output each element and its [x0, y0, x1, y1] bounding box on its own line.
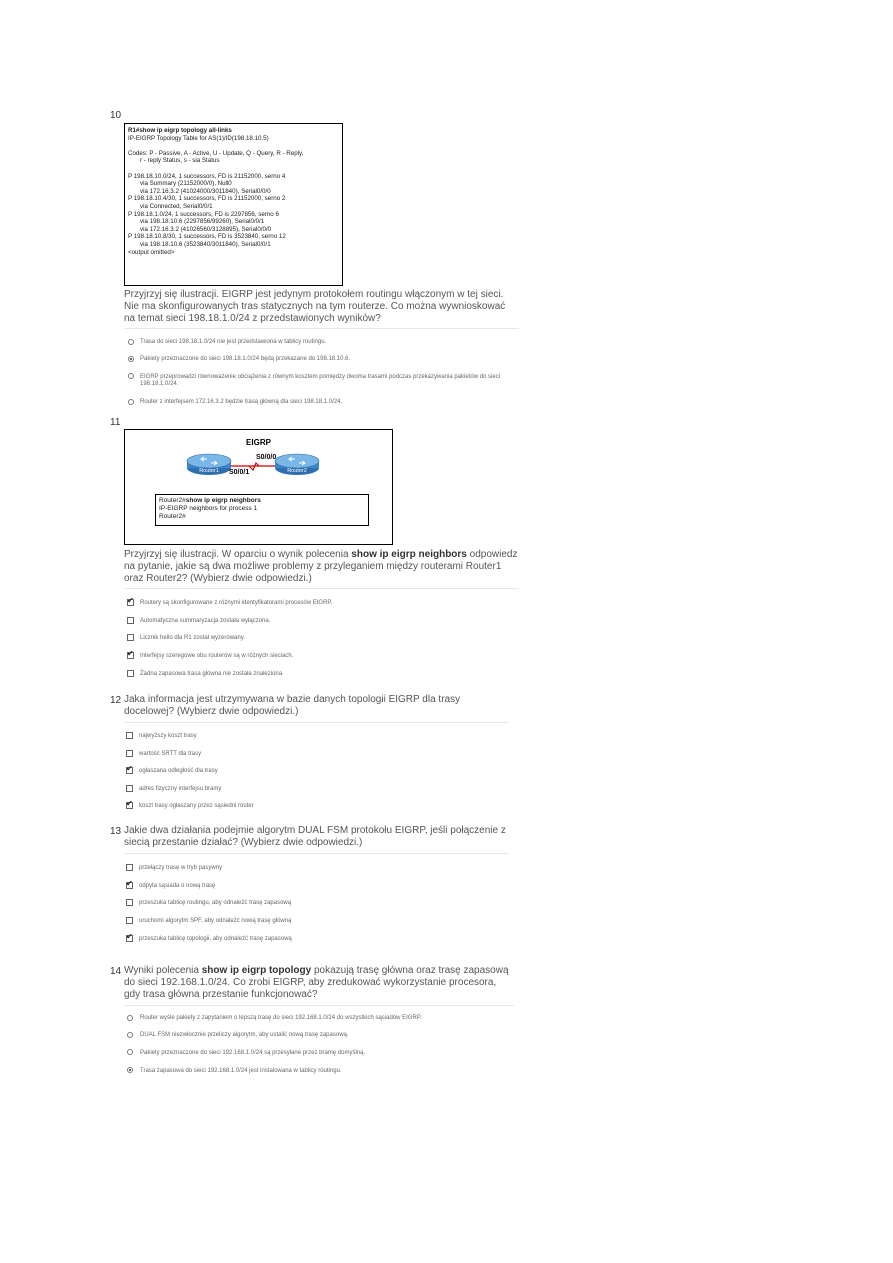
answer-label[interactable]: ogłaszana odległość dla trasy — [139, 768, 218, 774]
interface-label-s000: S0/0/0 — [256, 454, 277, 461]
answer-label[interactable]: najwyższy koszt trasy — [139, 733, 197, 739]
answer-label[interactable]: adres fizyczny interfejsu bramy — [139, 786, 222, 792]
answer-checkbox[interactable] — [127, 670, 134, 677]
answer-label[interactable]: Żadna zapasowa trasa główna nie została znaleziona. — [140, 671, 284, 677]
cli-line: P 198.18.10.8/30, 1 successors, FD is 3523840, serno 12 — [128, 233, 286, 241]
question-number: 11 — [110, 417, 121, 428]
answer-radio[interactable] — [128, 339, 134, 345]
answer-label[interactable]: odpyta sąsiada o nową trasę — [139, 883, 216, 889]
answer-label[interactable]: Trasa zapasowa do sieci 192.168.1.0/24 jest instalowana w tablicy routingu. — [140, 1068, 342, 1074]
answer-radio[interactable] — [127, 1032, 133, 1038]
question-number: 13 — [110, 826, 122, 837]
answer-label[interactable]: DUAL FSM niezwłocznie przeliczy algorytm, aby ustalić nową trasę zapasową. — [140, 1032, 349, 1038]
interface-label-s001: S0/0/1 — [229, 469, 250, 476]
answer-checkbox[interactable] — [127, 617, 134, 624]
cli-line: P 198.18.1.0/24, 1 successors, FD is 2297856, serno 6 — [128, 210, 279, 218]
answer-label[interactable]: Automatyczna summaryzacja została wyłączona. — [140, 618, 271, 624]
answer-checkbox[interactable] — [126, 882, 133, 889]
answer-label[interactable]: przeszuka tablicę topologii, aby odnaleźć trasę zapasową — [139, 936, 292, 942]
router1-label: Router1 — [199, 468, 219, 474]
question-text: Przyjrzyj się ilustracji. EIGRP jest jedynym protokołem routingu włączonym w tej sieci. Nie ma skonfigurowanych tras statycznych na tym routerze. Co można wywnioskować na temat sieci 198.18.1.0/24 z przedstawionych wyników? — [124, 289, 506, 324]
answer-label[interactable]: Interfejsy szeregowe obu routerów są w różnych sieciach. — [140, 653, 294, 659]
divider — [124, 328, 519, 329]
cli-command: show ip eigrp topology all-links — [139, 127, 232, 134]
question-text-part: odpowiedz na pytanie, jakie są dwa możliwe problemy z przyleganiem między routerami Router1 oraz Router2? (Wybierz dwie odpowiedzi.) — [124, 549, 518, 584]
question-text-part: pokazują trasę główna oraz trasę zapasową do sieci 192.168.1.0/24. Co zrobi EIGRP, aby zredukować wykorzystanie procesora, gdy trasa główna przestanie funkcjonować? — [124, 965, 509, 1000]
question-text-part: Przyjrzyj się ilustracji. W oparciu o wynik polecenia — [124, 549, 352, 560]
answer-label[interactable]: Licznik hello dla R1 został wyzerowany. — [140, 635, 245, 641]
answer-label[interactable]: Pakiety przeznaczone do sieci 198.18.1.0/24 będą przekazane do 198.18.10.6. — [140, 356, 351, 362]
divider — [124, 588, 519, 589]
cli-line: via 172.16.3.2 (41026560/3128895), Serial0/0/0 — [128, 225, 272, 233]
cli-output-figure — [124, 123, 343, 286]
answer-radio[interactable] — [127, 1049, 133, 1055]
answer-label[interactable]: koszt trasy ogłaszany przez sąsiedni router — [139, 803, 254, 809]
answer-checkbox[interactable] — [126, 767, 133, 774]
answer-radio[interactable] — [127, 1015, 133, 1021]
cli-line: Router2# — [159, 513, 186, 520]
cli-line: IP-EIGRP neighbors for process 1 — [159, 505, 258, 512]
answer-checkbox[interactable] — [127, 599, 134, 606]
answer-label[interactable]: przełączy trasę w tryb pasywny — [139, 865, 223, 871]
question-text: Jakie dwa działania podejmie algorytm DUAL FSM protokołu EIGRP, jeśli połączenie z siecią przestanie działać? (Wybierz dwie odpowiedzi.) — [124, 825, 506, 848]
answer-label[interactable]: Router wyśle pakiety z zapytaniem o lepszą trasę do sieci 192.168.1.0/24 do wszystkich sąsiadów EIGRP. — [140, 1015, 422, 1021]
divider — [124, 853, 509, 854]
answer-checkbox[interactable] — [127, 634, 134, 641]
answer-label[interactable]: Routery są skonfigurowane z różnymi identyfikatorami procesów EIGRP. — [140, 600, 333, 606]
cli-line: IP-EIGRP Topology Table for AS(1)/ID(198.18.10.5) — [128, 134, 269, 142]
question-number: 12 — [110, 695, 122, 706]
cli-line: <output omitted> — [128, 248, 175, 256]
answer-radio[interactable] — [128, 399, 134, 405]
question-number: 14 — [110, 966, 122, 977]
answer-checkbox[interactable] — [127, 652, 134, 659]
topology-svg — [125, 430, 392, 544]
question-text — [124, 549, 519, 585]
cli-line: via 198.18.10.6 (3523840/3011840), Serial0/0/1 — [128, 240, 271, 248]
answer-radio[interactable] — [128, 373, 134, 379]
question-command: show ip eigrp topology — [201, 965, 312, 976]
answer-label[interactable]: Trasa do sieci 198.18.1.0/24 nie jest przedstawiona w tablicy routingu. — [140, 339, 327, 345]
question-text-part: Wyniki polecenia — [124, 965, 202, 976]
cli-prompt: Router2# — [159, 497, 186, 504]
cli-output-box — [155, 494, 369, 526]
cli-line: via 172.16.3.2 (41024000/3011840), Serial0/0/0 — [128, 187, 271, 195]
divider — [124, 722, 509, 723]
cli-line: via 198.18.10.6 (2297856/99260), Serial0/0/1 — [128, 218, 265, 226]
answer-label[interactable]: przeszuka tablicę routingu, aby odnaleźć trasę zapasową — [139, 900, 292, 906]
cli-line: Codes: P - Passive, A - Active, U - Update, Q - Query, R - Reply, — [128, 149, 304, 157]
question-command: show ip eigrp neighbors — [351, 549, 467, 560]
question-number: 10 — [110, 110, 122, 121]
question-text: Jaka informacja jest utrzymywana w bazie danych topologii EIGRP dla trasy docelowej? (Wybierz dwie odpowiedzi.) — [124, 694, 461, 717]
answer-checkbox[interactable] — [126, 750, 133, 757]
cli-line: r - reply Status, s - sia Status — [128, 157, 220, 165]
answer-label[interactable]: Pakiety przeznaczone do sieci 192.168.1.0/24 są przesyłane przez bramę domyślną. — [140, 1050, 366, 1056]
answer-label[interactable]: wartość SRTT dla trasy — [139, 751, 202, 757]
answer-checkbox[interactable] — [126, 732, 133, 739]
diagram-title: EIGRP — [246, 438, 271, 447]
cli-line: P 198.18.10.0/24, 1 successors, FD is 21152000, serno 4 — [128, 172, 286, 180]
answer-label[interactable]: uruchomi algorytm SPF, aby odnaleźć nową trasę główną — [139, 918, 292, 924]
cli-line: P 198.18.10.4/30, 1 successors, FD is 21152000, serno 2 — [128, 195, 286, 203]
answer-checkbox[interactable] — [126, 864, 133, 871]
question-text — [124, 965, 514, 1001]
network-diagram — [124, 429, 393, 545]
divider — [124, 1005, 514, 1006]
answer-checkbox[interactable] — [126, 899, 133, 906]
cli-prompt: R1# — [128, 127, 140, 134]
router2-label: Router2 — [287, 468, 307, 474]
answer-checkbox[interactable] — [126, 935, 133, 942]
answer-label[interactable]: Router z interfejsem 172.16.3.2 będzie trasą główną dla sieci 198.18.1.0/24. — [140, 399, 343, 405]
answer-radio[interactable] — [127, 1067, 133, 1073]
cli-line: via Summary (21152000/0), Null0 — [128, 180, 232, 188]
answer-radio[interactable] — [128, 356, 134, 362]
answer-checkbox[interactable] — [126, 917, 133, 924]
answer-checkbox[interactable] — [126, 785, 133, 792]
cli-command: show ip eigrp neighbors — [185, 497, 261, 504]
cli-line: via Connected, Serial0/0/1 — [128, 202, 213, 210]
answer-label[interactable]: EIGRP przeprowadzi równoważenie obciążenia z równym kosztem pomiędzy dwoma trasami podczas przekazywania pakietów do sieci 198.18.1.0/24. — [140, 374, 501, 387]
answer-checkbox[interactable] — [126, 802, 133, 809]
